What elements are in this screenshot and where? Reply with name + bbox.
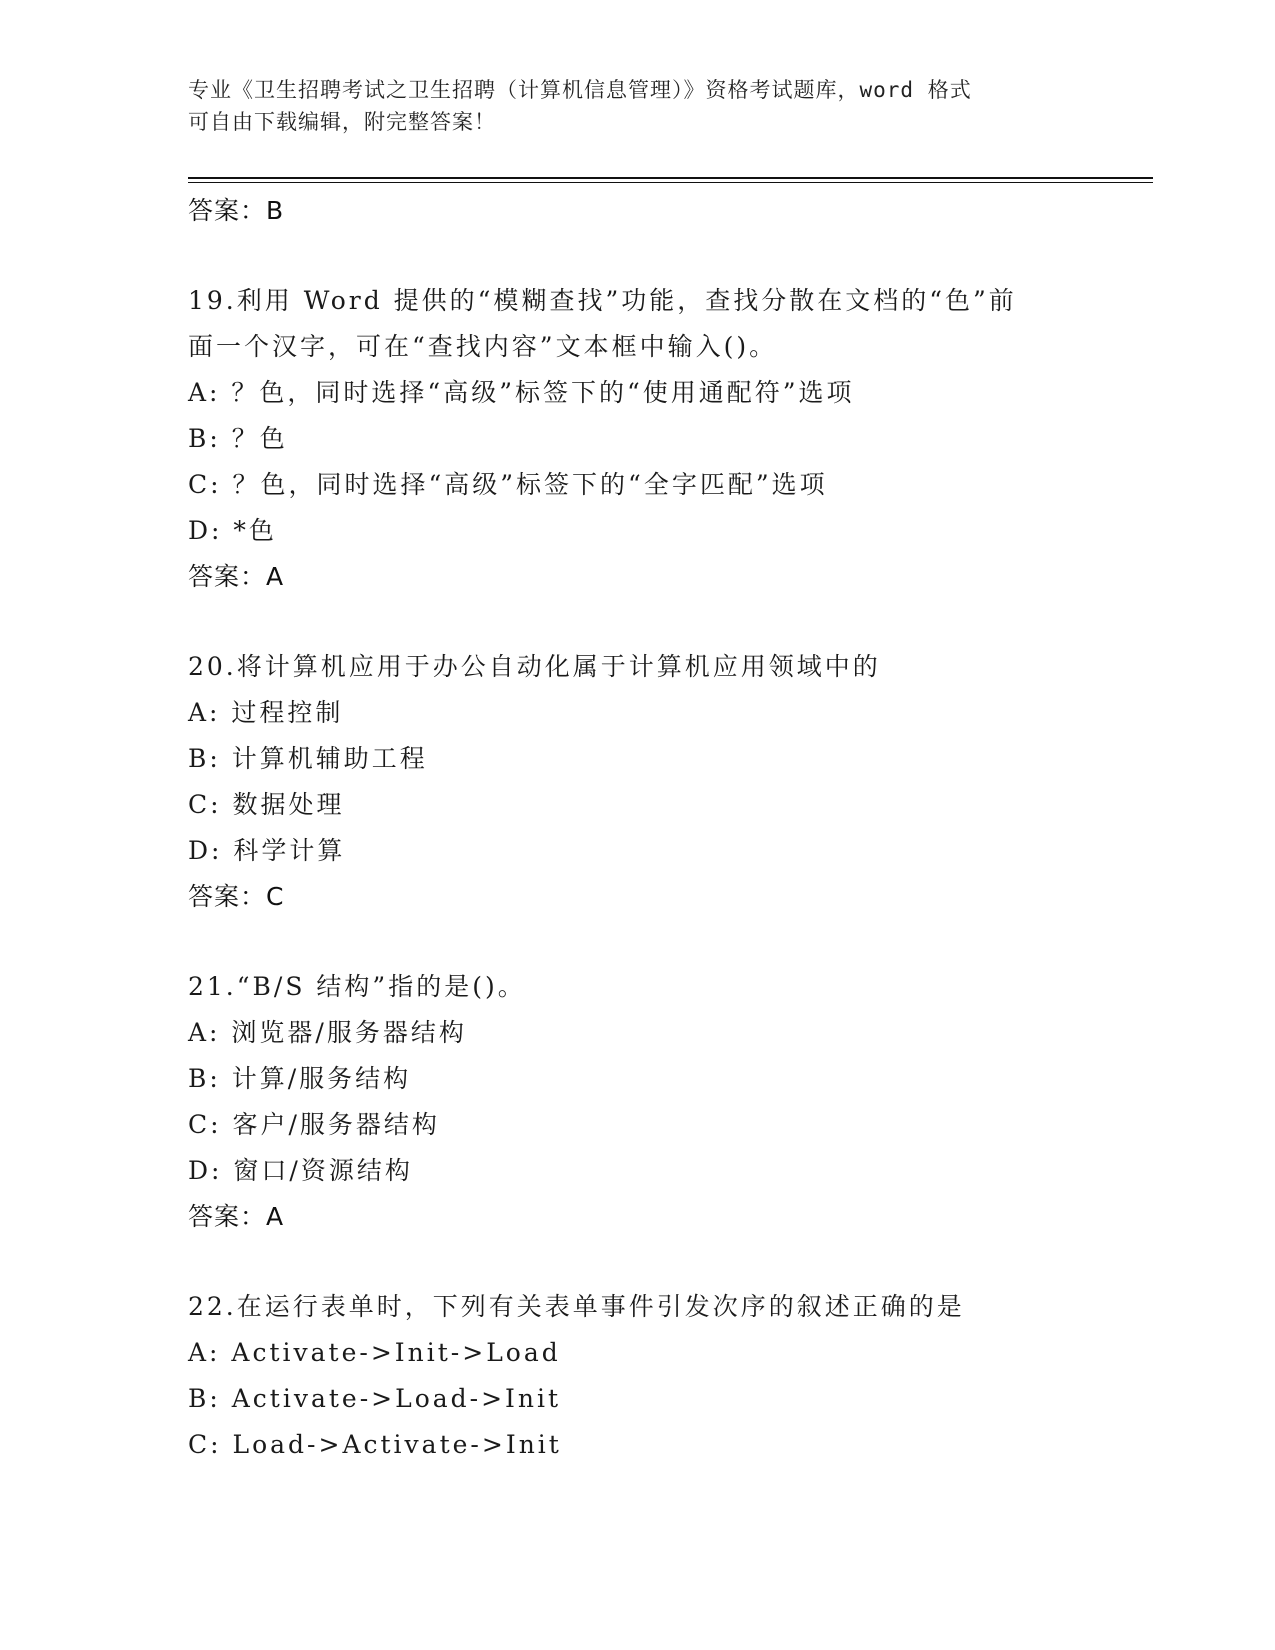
spacer bbox=[188, 920, 1148, 964]
option-b: B: ？色 bbox=[188, 424, 288, 453]
option-c: C: Load->Activate->Init bbox=[188, 1430, 562, 1459]
document-header bbox=[188, 74, 1068, 138]
question-stem: 22.在运行表单时，下列有关表单事件引发次序的叙述正确的是 bbox=[188, 1292, 965, 1321]
answer-line: 答案：C bbox=[188, 882, 285, 911]
option-b: B: Activate->Load->Init bbox=[188, 1384, 562, 1413]
header-divider bbox=[188, 177, 1153, 179]
question-21 bbox=[188, 964, 1148, 1240]
option-c: C: ？色，同时选择“高级”标签下的“全字匹配”选项 bbox=[188, 470, 828, 499]
option-a: A: 浏览器/服务器结构 bbox=[188, 1018, 467, 1047]
answer-line: 答案：A bbox=[188, 1202, 285, 1231]
option-c: C: 客户/服务器结构 bbox=[188, 1110, 440, 1139]
spacer bbox=[188, 600, 1148, 644]
question-stem: 19.利用 Word 提供的“模糊查找”功能，查找分散在文档的“色”前 bbox=[188, 286, 1017, 315]
header-line-1: 专业《卫生招聘考试之卫生招聘（计算机信息管理）》资格考试题库，word 格式 bbox=[188, 78, 972, 102]
option-d: D: *色 bbox=[188, 516, 277, 545]
header-line-2: 可自由下载编辑，附完整答案！ bbox=[188, 110, 496, 134]
question-stem: 21.“B/S 结构”指的是()。 bbox=[188, 972, 526, 1001]
question-stem: 20.将计算机应用于办公自动化属于计算机应用领域中的 bbox=[188, 652, 881, 681]
option-a: A: 过程控制 bbox=[188, 698, 344, 727]
question-22 bbox=[188, 1284, 1148, 1468]
option-a: A: Activate->Init->Load bbox=[188, 1338, 561, 1367]
option-a: A: ？色，同时选择“高级”标签下的“使用通配符”选项 bbox=[188, 378, 855, 407]
option-d: D: 窗口/资源结构 bbox=[188, 1156, 413, 1185]
option-c: C: 数据处理 bbox=[188, 790, 345, 819]
question-list bbox=[188, 188, 1148, 1468]
answer-line: 答案：B bbox=[188, 196, 285, 225]
header-divider-thin bbox=[188, 182, 1153, 183]
answer-line: 答案：A bbox=[188, 562, 285, 591]
question-19 bbox=[188, 278, 1148, 600]
question-20 bbox=[188, 644, 1148, 920]
option-d: D: 科学计算 bbox=[188, 836, 346, 865]
option-b: B: 计算/服务结构 bbox=[188, 1064, 412, 1093]
spacer bbox=[188, 1240, 1148, 1284]
question-stem: 面一个汉字，可在“查找内容”文本框中输入()。 bbox=[188, 332, 778, 361]
spacer bbox=[188, 234, 1148, 278]
option-b: B: 计算机辅助工程 bbox=[188, 744, 428, 773]
